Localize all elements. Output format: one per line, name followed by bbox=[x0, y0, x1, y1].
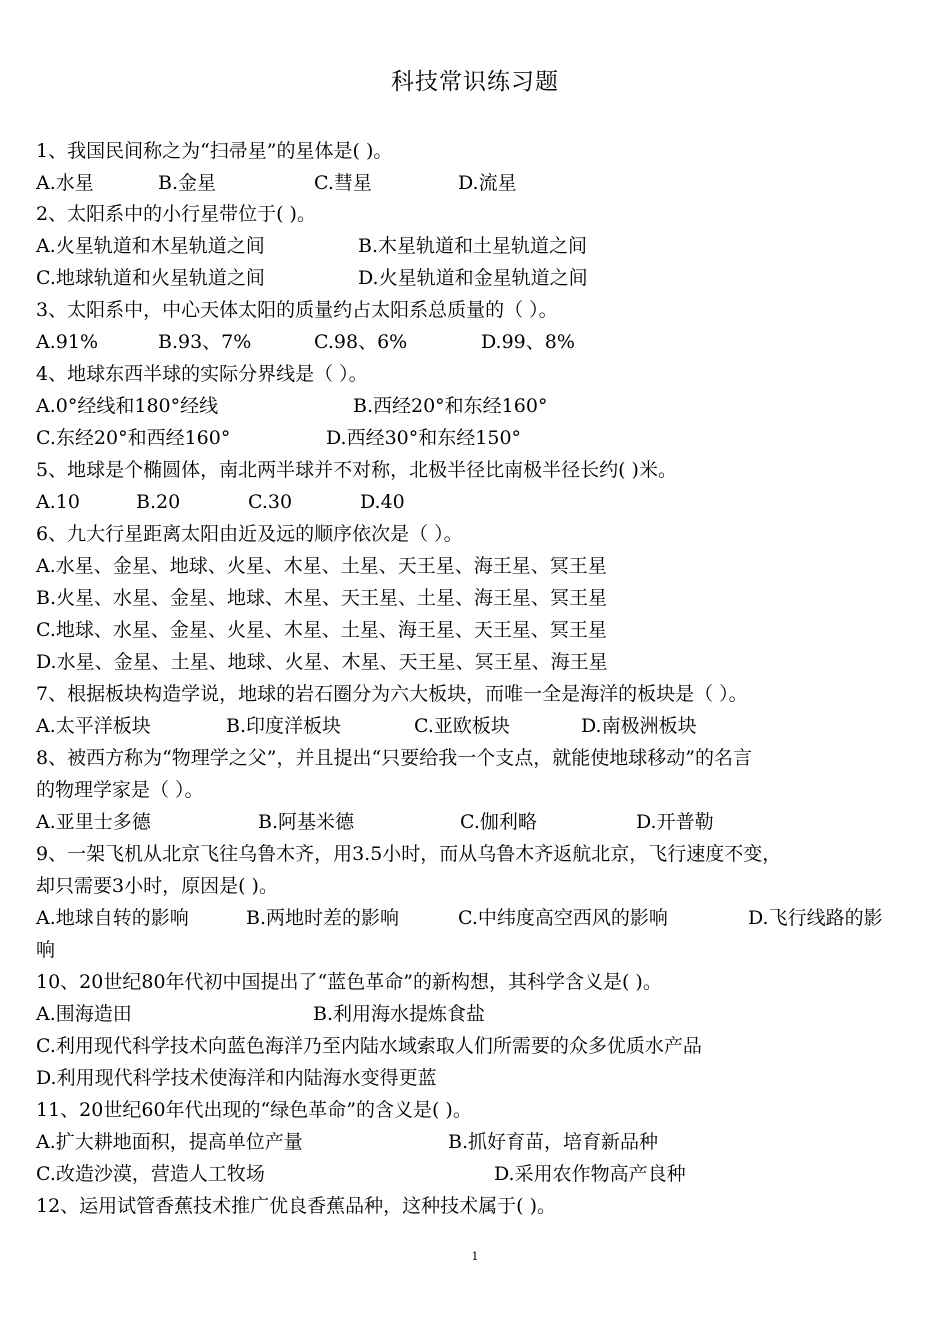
option-item: B.金星 bbox=[158, 172, 217, 194]
document-title: 科技常识练习题 bbox=[391, 69, 559, 95]
option-item: D.99、8% bbox=[481, 331, 575, 353]
option-item: A.91% bbox=[36, 331, 98, 353]
option-item: B.抓好育苗，培育新品种 bbox=[448, 1131, 659, 1153]
option-item: A.水星 bbox=[36, 172, 94, 194]
text-line: C.地球、水星、金星、火星、木星、土星、海王星、天王星、冥王星 bbox=[36, 619, 607, 641]
option-item: B.西经20°和东经160° bbox=[353, 395, 548, 417]
option-item: C.改造沙漠，营造人工牧场 bbox=[36, 1163, 265, 1185]
option-item: C.98、6% bbox=[314, 331, 408, 353]
option-item: B.两地时差的影响 bbox=[246, 907, 400, 929]
text-line: 10、20世纪80年代初中国提出了“蓝色革命”的新构想，其科学含义是( )。 bbox=[36, 971, 662, 993]
option-item: D.采用农作物高产良种 bbox=[494, 1163, 686, 1185]
option-item: D.南极洲板块 bbox=[581, 715, 697, 737]
page-number: 1 bbox=[471, 1250, 479, 1263]
text-line: 5、地球是个椭圆体，南北两半球并不对称，北极半径比南极半径长约( )米。 bbox=[36, 459, 677, 481]
option-item: B.印度洋板块 bbox=[226, 715, 342, 737]
option-item: A.太平洋板块 bbox=[36, 715, 151, 737]
option-item: A.火星轨道和木星轨道之间 bbox=[36, 235, 265, 257]
text-line: 4、地球东西半球的实际分界线是（ ）。 bbox=[36, 363, 368, 385]
option-item: C.中纬度高空西风的影响 bbox=[458, 907, 668, 929]
text-line: 3、太阳系中，中心天体太阳的质量约占太阳系总质量的（ ）。 bbox=[36, 299, 558, 321]
text-line: 2、太阳系中的小行星带位于( )。 bbox=[36, 203, 316, 225]
text-line: B.火星、水星、金星、地球、木星、天王星、土星、海王星、冥王星 bbox=[36, 587, 608, 609]
option-item: C.地球轨道和火星轨道之间 bbox=[36, 267, 265, 289]
option-item: A.地球自转的影响 bbox=[36, 907, 189, 929]
option-item: A.围海造田 bbox=[36, 1003, 132, 1025]
option-item: D.火星轨道和金星轨道之间 bbox=[358, 267, 588, 289]
text-line: 11、20世纪60年代出现的“绿色革命”的含义是( )。 bbox=[36, 1099, 472, 1121]
option-item: B.20 bbox=[136, 491, 181, 513]
text-line: 的物理学家是（ ）。 bbox=[36, 779, 204, 801]
text-line: A.水星、金星、地球、火星、木星、土星、天王星、海王星、冥王星 bbox=[36, 555, 607, 577]
option-item: A.扩大耕地面积，提高单位产量 bbox=[36, 1131, 303, 1153]
text-line: 12、运用试管香蕉技术推广优良香蕉品种，这种技术属于( )。 bbox=[36, 1195, 557, 1217]
option-item: A.亚里士多德 bbox=[36, 811, 151, 833]
option-item: B.阿基米德 bbox=[258, 811, 355, 833]
option-item: D.流星 bbox=[458, 172, 517, 194]
text-line: C.利用现代科学技术向蓝色海洋乃至内陆水域索取人们所需要的众多优质水产品 bbox=[36, 1035, 702, 1057]
option-item: C.东经20°和西经160° bbox=[36, 427, 231, 449]
text-line: 7、根据板块构造学说，地球的岩石圈分为六大板块，而唯一全是海洋的板块是（ ）。 bbox=[36, 683, 748, 705]
option-item: C.彗星 bbox=[314, 172, 372, 194]
text-line: D.水星、金星、土星、地球、火星、木星、天王星、冥王星、海王星 bbox=[36, 651, 608, 673]
option-item: A.10 bbox=[36, 491, 80, 513]
text-line: 1、我国民间称之为“扫帚星”的星体是( )。 bbox=[36, 140, 393, 162]
option-item: D.西经30°和东经150° bbox=[326, 427, 522, 449]
text-line: D.利用现代科学技术使海洋和内陆海水变得更蓝 bbox=[36, 1067, 437, 1089]
option-item: C.伽利略 bbox=[460, 811, 537, 833]
text-line: 9、一架飞机从北京飞往乌鲁木齐，用3.5小时，而从乌鲁木齐返航北京，飞行速度不变， bbox=[36, 843, 782, 865]
text-line: 6、九大行星距离太阳由近及远的顺序依次是（ ）。 bbox=[36, 523, 463, 545]
option-item: A.0°经线和180°经线 bbox=[36, 395, 219, 417]
option-item: D.开普勒 bbox=[636, 811, 714, 833]
option-item: B.93、7% bbox=[158, 331, 252, 353]
option-item: B.木星轨道和土星轨道之间 bbox=[358, 235, 588, 257]
option-item: C.亚欧板块 bbox=[414, 715, 510, 737]
option-item: B.利用海水提炼食盐 bbox=[313, 1003, 486, 1025]
text-line: 响 bbox=[36, 939, 56, 961]
text-line: 却只需要3小时，原因是( )。 bbox=[36, 875, 278, 897]
option-item: D.飞行线路的影 bbox=[748, 907, 883, 929]
option-item: D.40 bbox=[360, 491, 405, 513]
option-item: C.30 bbox=[248, 491, 293, 513]
text-line: 8、被西方称为“物理学之父”，并且提出“只要给我一个支点，就能使地球移动”的名言 bbox=[36, 747, 752, 769]
